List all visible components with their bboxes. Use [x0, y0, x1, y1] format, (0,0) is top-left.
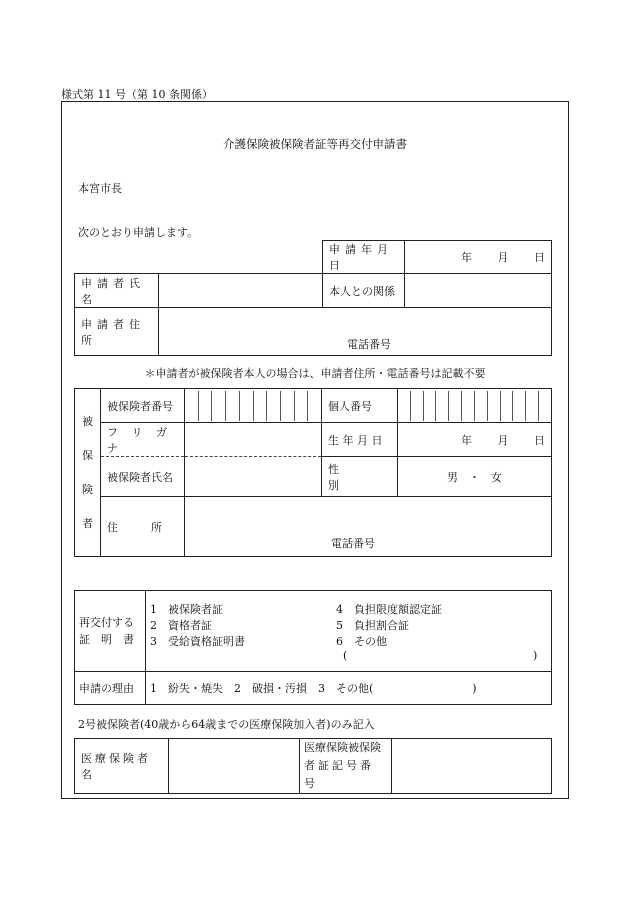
reissue-item-4[interactable]: 4 負担限度額認定証	[336, 603, 442, 616]
form-title: 介護保険被保険者証等再交付申請書	[223, 137, 407, 151]
birthdate-label: 生 年 月 日	[322, 423, 398, 457]
reissue-table	[74, 590, 552, 705]
application-date-field[interactable]: 年 月 日	[405, 241, 552, 274]
insured-number-label: 被保険者番号	[101, 389, 185, 423]
insured-name-field[interactable]	[185, 457, 322, 497]
insured-name-label: 被保険者氏名	[101, 457, 185, 497]
relationship-field[interactable]	[405, 274, 552, 308]
insured-address-label: 住 所	[101, 497, 185, 557]
medical-table	[74, 738, 552, 794]
reissue-item-5[interactable]: 5 負担割合証	[336, 619, 409, 632]
insured-table	[74, 388, 552, 557]
sex-label: 性 別	[322, 457, 398, 497]
furigana-label: フ リ ガ ナ	[101, 423, 185, 457]
reissue-options[interactable]	[146, 591, 552, 672]
insured-phone-label: 電話番号	[331, 537, 375, 550]
insured-number-field[interactable]	[185, 389, 322, 423]
birthdate-field[interactable]: 年 月 日	[398, 423, 552, 457]
insured-address-field[interactable]	[185, 497, 552, 557]
personal-number-label: 個人番号	[322, 389, 398, 423]
intro-text: 次のとおり申請します。	[78, 226, 199, 239]
furigana-field[interactable]	[185, 423, 322, 457]
sex-field[interactable]: 男 ・ 女	[398, 457, 552, 497]
reissue-other-close: )	[533, 649, 538, 662]
reissue-label: 再交付する 証 明 書	[75, 591, 146, 672]
applicant-address-field[interactable]	[159, 308, 552, 356]
applicant-phone-label: 電話番号	[347, 338, 391, 351]
medical-insurer-label: 医療保険者名	[75, 739, 169, 794]
form-number: 様式第 11 号（第 10 条関係）	[61, 88, 213, 101]
reissue-item-3[interactable]: 3 受給資格証明書	[150, 635, 245, 648]
reason-options[interactable]: 1 紛失・焼失 2 破損・汚損 3 その他( )	[146, 672, 552, 705]
personal-number-field[interactable]	[398, 389, 552, 423]
reissue-item-2[interactable]: 2 資格者証	[150, 619, 212, 632]
applicant-name-field[interactable]	[159, 274, 323, 308]
addressee: 本宮市長	[78, 182, 122, 195]
reissue-item-1[interactable]: 1 被保険者証	[150, 603, 223, 616]
relationship-label: 本人との関係	[323, 274, 405, 308]
reason-label: 申請の理由	[75, 672, 146, 705]
reissue-item-6[interactable]: 6 その他	[336, 635, 387, 648]
medical-symbol-field[interactable]	[392, 739, 552, 794]
category2-note: 2号被保険者(40歳から64歳までの医療保険加入者)のみ記入	[78, 718, 375, 731]
applicant-table	[74, 273, 552, 356]
medical-symbol-label: 医療保険被保険 者証記号番号	[300, 739, 392, 794]
application-date-label: 申請年月日	[323, 241, 405, 274]
self-note: ＊申請者が被保険者本人の場合は、申請者住所・電話番号は記載不要	[144, 367, 486, 380]
applicant-name-label: 申請者氏名	[75, 274, 159, 308]
medical-insurer-field[interactable]	[169, 739, 300, 794]
applicant-address-label: 申請者住所	[75, 308, 159, 356]
reissue-other-open: (	[343, 649, 348, 662]
insured-side-label: 被 保 険 者	[75, 389, 101, 557]
application-date-table	[322, 240, 552, 274]
